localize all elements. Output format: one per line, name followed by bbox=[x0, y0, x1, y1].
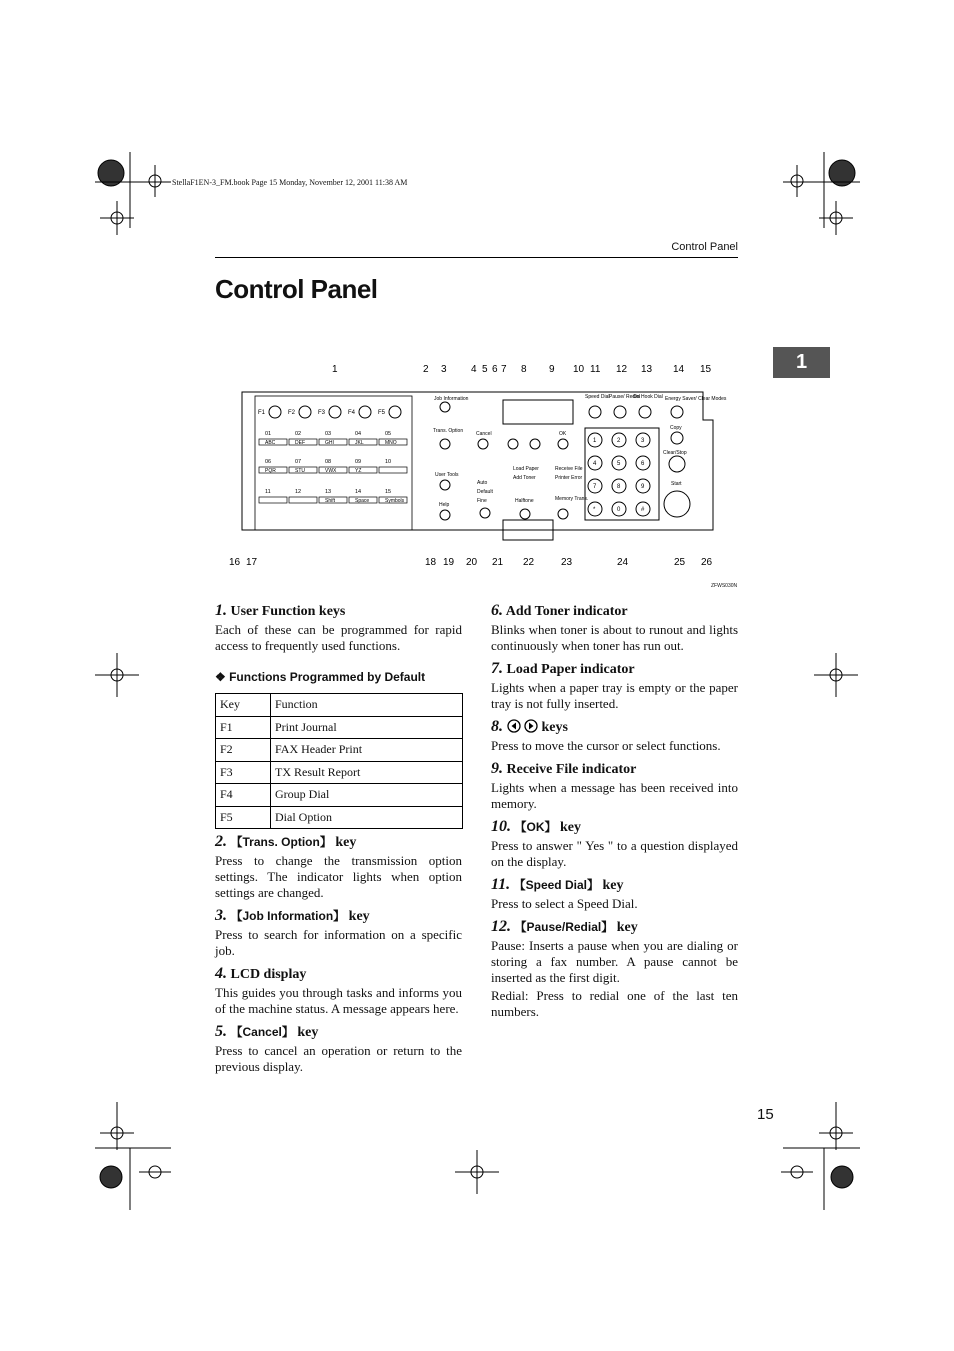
item-12-text-pause: Pause: Inserts a pause when you are dialing or storing a fax number. A pause cannot be inserted as the first digit. bbox=[491, 938, 738, 985]
quick-dial-number: 04 bbox=[355, 431, 362, 437]
keypad-key-label: * bbox=[593, 507, 596, 513]
callout-19: 19 bbox=[443, 557, 455, 568]
default-label: Default bbox=[477, 489, 493, 495]
quick-dial-number: 07 bbox=[295, 459, 302, 465]
add-toner-label: Add Toner bbox=[513, 475, 536, 481]
halftone-label: Halftone bbox=[515, 498, 534, 504]
pause-redial-label: Pause/ Redial bbox=[609, 394, 641, 400]
quick-dial-number: 15 bbox=[385, 489, 392, 495]
middle-keys bbox=[440, 402, 568, 540]
fkey-label: F4 bbox=[348, 410, 356, 416]
load-paper-label: Load Paper bbox=[513, 466, 539, 472]
job-info-label: Job Information bbox=[434, 396, 469, 402]
callout-20: 20 bbox=[466, 557, 478, 568]
keypad-key-label: # bbox=[641, 507, 645, 513]
callout-15: 15 bbox=[700, 364, 712, 375]
quick-dial-number: 12 bbox=[295, 489, 302, 495]
fkey-button bbox=[329, 406, 341, 418]
callout-26: 26 bbox=[701, 557, 713, 568]
item-2-heading: 2. 【Trans. Option】 key bbox=[215, 833, 357, 850]
fkey-button bbox=[359, 406, 371, 418]
quick-dial-number: 01 bbox=[265, 431, 272, 437]
keypad-key-label: 1 bbox=[593, 438, 597, 444]
key-cell: F1 bbox=[216, 716, 271, 739]
function-cell: Group Dial bbox=[271, 784, 463, 807]
item-6-heading: 6. Add Toner indicator bbox=[491, 602, 628, 619]
fkey-label: F1 bbox=[258, 410, 266, 416]
callout-13: 13 bbox=[641, 364, 653, 375]
item-5-heading: 5. 【Cancel】 key bbox=[215, 1023, 319, 1040]
quick-dial-key bbox=[259, 497, 287, 503]
page-number: 15 bbox=[757, 1106, 774, 1123]
quick-dial-key bbox=[289, 497, 317, 503]
table-row bbox=[216, 784, 463, 807]
quick-dial-label: ABC bbox=[265, 440, 276, 446]
quick-dial-number: 03 bbox=[325, 431, 332, 437]
keypad-key-label: 0 bbox=[617, 507, 621, 513]
item-8-heading: 8. keys bbox=[491, 718, 568, 735]
speed-dial-label: Speed Dial bbox=[585, 394, 610, 400]
quick-dial-label: VWX bbox=[325, 468, 337, 474]
item-7-text: Lights when a paper tray is empty or the paper tray is not fully inserted. bbox=[491, 680, 738, 711]
keypad bbox=[588, 433, 650, 516]
quick-dial-label: MNO bbox=[385, 440, 397, 446]
keypad-key-label: 6 bbox=[641, 461, 645, 467]
running-header: Control Panel bbox=[671, 241, 738, 253]
callout-3: 3 bbox=[441, 364, 447, 375]
table-header-row bbox=[216, 694, 463, 717]
keypad-key-label: 7 bbox=[593, 484, 597, 490]
start-label: Start bbox=[671, 481, 682, 487]
key-cell: F2 bbox=[216, 739, 271, 762]
functions-heading: ❖ Functions Programmed by Default bbox=[215, 670, 426, 684]
callout-22: 22 bbox=[523, 557, 535, 568]
callout-5: 5 bbox=[482, 364, 488, 375]
quick-dial-number: 06 bbox=[265, 459, 272, 465]
item-12-heading: 12. 【Pause/Redial】 key bbox=[491, 918, 638, 935]
callout-9: 9 bbox=[549, 364, 555, 375]
quick-dial-label: Shift bbox=[325, 498, 336, 504]
item-8-text: Press to move the cursor or select functions. bbox=[491, 738, 721, 753]
item-1-heading: 1. User Function keys bbox=[215, 602, 346, 619]
callout-23: 23 bbox=[561, 557, 573, 568]
item-10-heading: 10. 【OK】 key bbox=[491, 818, 582, 835]
function-cell: Function bbox=[271, 694, 463, 717]
table-row bbox=[216, 806, 463, 829]
callout-8: 8 bbox=[521, 364, 527, 375]
quick-dial-label: DEF bbox=[295, 440, 305, 446]
table-row bbox=[216, 716, 463, 739]
item-7-heading: 7. Load Paper indicator bbox=[491, 660, 635, 677]
callouts-bottom bbox=[229, 557, 713, 568]
callout-21: 21 bbox=[492, 557, 504, 568]
cancel-label: Cancel bbox=[476, 431, 492, 437]
item-4-text: This guides you through tasks and informs you of the machine status. A message appears here. bbox=[215, 985, 462, 1016]
table-row bbox=[216, 739, 463, 762]
callout-4: 4 bbox=[471, 364, 477, 375]
item-4-heading: 4. LCD display bbox=[215, 965, 307, 982]
key-cell: F3 bbox=[216, 761, 271, 784]
right-keys bbox=[585, 406, 690, 520]
item-10-text: Press to answer " Yes " to a question displayed on the display. bbox=[491, 838, 738, 869]
user-tools-label: User Tools bbox=[435, 472, 459, 478]
quick-dial-label: GHI bbox=[325, 440, 334, 446]
fine-label: Fine bbox=[477, 498, 487, 504]
quick-dial-label: Symbols bbox=[385, 498, 405, 504]
keypad-key-label: 9 bbox=[641, 484, 645, 490]
callout-10: 10 bbox=[573, 364, 585, 375]
table-row bbox=[216, 761, 463, 784]
function-cell: TX Result Report bbox=[271, 761, 463, 784]
keypad-key-label: 2 bbox=[617, 438, 621, 444]
function-cell: Dial Option bbox=[271, 806, 463, 829]
item-9-heading: 9. Receive File indicator bbox=[491, 760, 637, 777]
key-cell: F4 bbox=[216, 784, 271, 807]
quick-dial-number: 08 bbox=[325, 459, 332, 465]
quick-dial-label: Space bbox=[355, 498, 370, 504]
right-arrow-icon bbox=[524, 719, 538, 733]
copy-label: Copy bbox=[670, 425, 682, 431]
page-title: Control Panel bbox=[215, 274, 378, 304]
file-stamp: StellaF1EN-3_FM.book Page 15 Monday, November 12, 2001 11:38 AM bbox=[172, 178, 408, 187]
function-cell: Print Journal bbox=[271, 716, 463, 739]
left-arrow-icon bbox=[507, 719, 521, 733]
function-cell: FAX Header Print bbox=[271, 739, 463, 762]
quick-dial-number: 14 bbox=[355, 489, 362, 495]
callout-2: 2 bbox=[423, 364, 429, 375]
keypad-key-label: 3 bbox=[641, 438, 645, 444]
auto-label: Auto bbox=[477, 480, 488, 486]
control-panel-diagram bbox=[225, 360, 740, 575]
help-label: Help bbox=[439, 502, 450, 508]
printer-error-label: Printer Error bbox=[555, 475, 583, 481]
callout-25: 25 bbox=[674, 557, 686, 568]
item-6-text: Blinks when toner is about to runout and lights continuously when toner has run out. bbox=[491, 622, 738, 653]
callout-6: 6 bbox=[492, 364, 498, 375]
clear-stop-label: Clear/Stop bbox=[663, 450, 687, 456]
quick-dial-number: 05 bbox=[385, 431, 392, 437]
quick-dial-number: 13 bbox=[325, 489, 332, 495]
quick-dial-label: STU bbox=[295, 468, 305, 474]
quick-dial-label: YZ bbox=[355, 468, 362, 474]
keypad-key-label: 8 bbox=[617, 484, 621, 490]
chapter-tab: 1 bbox=[773, 347, 830, 378]
header-rule bbox=[215, 257, 738, 258]
quick-dial-label: JKL bbox=[355, 440, 364, 446]
callout-11: 11 bbox=[590, 364, 601, 375]
figure-code: ZFWS030N bbox=[711, 583, 738, 589]
memory-trans-label: Memory Trans. bbox=[555, 496, 589, 502]
function-table bbox=[215, 693, 463, 829]
function-keys bbox=[258, 406, 401, 418]
keypad-key-label: 4 bbox=[593, 461, 597, 467]
key-cell: F5 bbox=[216, 806, 271, 829]
item-11-text: Press to select a Speed Dial. bbox=[491, 896, 638, 911]
quick-dial-label: PQR bbox=[265, 468, 276, 474]
callout-7: 7 bbox=[501, 364, 507, 375]
item-12-text-redial: Redial: Press to redial one of the last ten numbers. bbox=[491, 988, 738, 1019]
quick-dial-number: 11 bbox=[265, 489, 271, 495]
trans-option-label: Trans. Option bbox=[433, 428, 464, 434]
fkey-label: F2 bbox=[288, 410, 296, 416]
quick-dial-number: 02 bbox=[295, 431, 302, 437]
fkey-button bbox=[389, 406, 401, 418]
callouts-top bbox=[332, 364, 712, 375]
item-5-text: Press to cancel an operation or return to the previous display. bbox=[215, 1043, 462, 1074]
item-1-text: Each of these can be programmed for rapid access to frequently used functions. bbox=[215, 622, 462, 653]
callout-18: 18 bbox=[425, 557, 437, 568]
energy-saver-label: Energy Saver/ Clear Modes bbox=[665, 396, 727, 402]
fkey-button bbox=[269, 406, 281, 418]
quick-dial-keys bbox=[259, 431, 407, 504]
callout-14: 14 bbox=[673, 364, 685, 375]
keypad-key-label: 5 bbox=[617, 461, 621, 467]
fkey-label: F5 bbox=[378, 410, 386, 416]
right-column bbox=[491, 602, 738, 1026]
ok-label: OK bbox=[559, 431, 567, 437]
on-hook-dial-label: On Hook Dial bbox=[633, 394, 663, 400]
fkey-label: F3 bbox=[318, 410, 326, 416]
item-2-text: Press to change the transmission option settings. The indicator lights when option settings are changed. bbox=[215, 853, 462, 900]
left-column bbox=[215, 602, 462, 1081]
callout-16: 16 bbox=[229, 557, 241, 568]
quick-dial-key bbox=[379, 467, 407, 473]
item-3-text: Press to search for information on a specific job. bbox=[215, 927, 462, 958]
key-cell: Key bbox=[216, 694, 271, 717]
item-9-text: Lights when a message has been received into memory. bbox=[491, 780, 738, 811]
callout-24: 24 bbox=[617, 557, 629, 568]
quick-dial-number: 10 bbox=[385, 459, 392, 465]
quick-dial-key bbox=[349, 467, 377, 473]
receive-file-label: Receive File bbox=[555, 466, 583, 472]
callout-17: 17 bbox=[246, 557, 258, 568]
lcd-display bbox=[503, 400, 573, 424]
item-3-heading: 3. 【Job Information】 key bbox=[215, 907, 370, 924]
fkey-button bbox=[299, 406, 311, 418]
quick-dial-number: 09 bbox=[355, 459, 362, 465]
callout-12: 12 bbox=[616, 364, 628, 375]
item-11-heading: 11. 【Speed Dial】 key bbox=[491, 876, 624, 893]
callout-1: 1 bbox=[332, 364, 338, 375]
